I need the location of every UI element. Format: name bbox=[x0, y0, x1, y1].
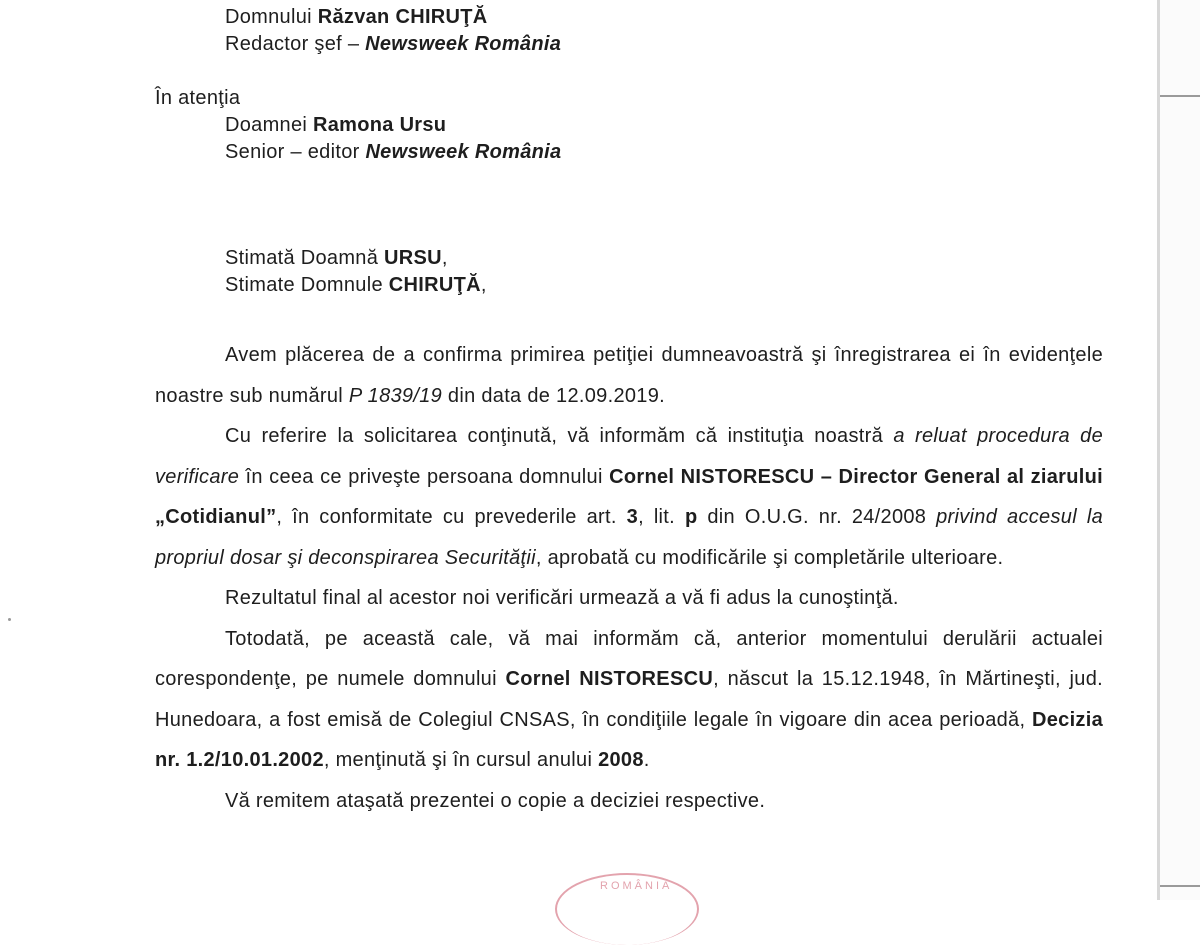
attention-block bbox=[225, 112, 561, 166]
recipient-first-name: Răzvan bbox=[317, 6, 390, 28]
attention-name-line bbox=[225, 112, 561, 139]
letter-body bbox=[155, 335, 1103, 821]
attention-publication: Newsweek România bbox=[365, 141, 562, 163]
attention-prefix: Doamnei bbox=[225, 114, 308, 136]
paragraph-3: Rezultatul final al acestor noi verificări urmează a vă fi adus la cunoştinţă. bbox=[225, 587, 899, 609]
paragraph-5: Vă remitem ataşată prezentei o copie a deciziei respective. bbox=[225, 789, 766, 812]
paragraph-4: Totodată, pe această cale, vă mai informăm că, anterior momentului derulării actualei corespondenţe, pe numele domnului Cornel NISTORESCU, născut la 15.12.1948, în Mărtineşti, jud. Hunedoara, a fost emisă de Colegiul CNSAS, în condiţiile legale în vigoare din acea perioadă, Decizia nr. 1.2/10.01.2002, menţinută şi în cursul anului 2008. bbox=[155, 627, 1104, 771]
decision-number: Decizia nr. 1.2/10.01.2002 bbox=[155, 708, 1104, 771]
salutation-comma-2: , bbox=[480, 274, 487, 296]
paragraph-2: Cu referire la solicitarea conţinută, vă informăm că instituţia noastră a reluat procedura de verificare în ceea ce priveşte persoana domnului Cornel NISTORESCU – Director General al ziarului „Cotidianul”, în conformitate cu prevederile art. 3, lit. p din O.U.G. nr. 24/2008 privind accesul la propriul dosar şi deconspirarea Securităţii, aprobată cu modificările şi completările ulterioare. bbox=[155, 425, 1104, 569]
salutation-name-1: URSU bbox=[384, 247, 442, 269]
scan-speck bbox=[8, 618, 11, 621]
stamp-text: ROMÂNIA bbox=[600, 880, 673, 892]
edge-mark bbox=[1160, 95, 1200, 97]
page-edge bbox=[1157, 0, 1160, 900]
salutation-comma-1: , bbox=[441, 247, 448, 269]
recipient-publication: Newsweek România bbox=[365, 33, 562, 55]
recipient-role: Redactor şef – bbox=[225, 33, 360, 55]
salutation-prefix-1: Stimată Doamnă bbox=[225, 247, 379, 269]
attention-name: Ramona Ursu bbox=[313, 114, 447, 136]
recipient-prefix: Domnului bbox=[225, 6, 312, 28]
salutation-block bbox=[225, 245, 487, 299]
salutation-name-2: CHIRUŢĂ bbox=[388, 274, 481, 296]
attention-label: În atenţia bbox=[155, 87, 241, 109]
petition-number: P 1839/19 bbox=[348, 384, 443, 407]
salutation-line-1 bbox=[225, 245, 487, 272]
subject-name: Cornel NISTORESCU – Director General al ziarului „Cotidianul” bbox=[155, 465, 1104, 528]
recipient-last-name: CHIRUŢĂ bbox=[395, 6, 488, 28]
salutation-line-2 bbox=[225, 272, 487, 299]
recipient-name-line bbox=[225, 4, 561, 31]
recipient-block bbox=[225, 4, 561, 58]
attention-role: Senior – editor bbox=[225, 141, 360, 163]
edge-mark bbox=[1160, 885, 1200, 887]
attention-role-line bbox=[225, 139, 561, 166]
paragraph-1: Avem plăcerea de a confirma primirea petiţiei dumneavoastră şi înregistrarea ei în evidenţele noastre sub numărul P 1839/19 din data de 12.09.2019. bbox=[155, 344, 1103, 407]
recipient-role-line bbox=[225, 31, 561, 58]
salutation-prefix-2: Stimate Domnule bbox=[225, 274, 383, 296]
scan-right-margin bbox=[1160, 0, 1200, 900]
